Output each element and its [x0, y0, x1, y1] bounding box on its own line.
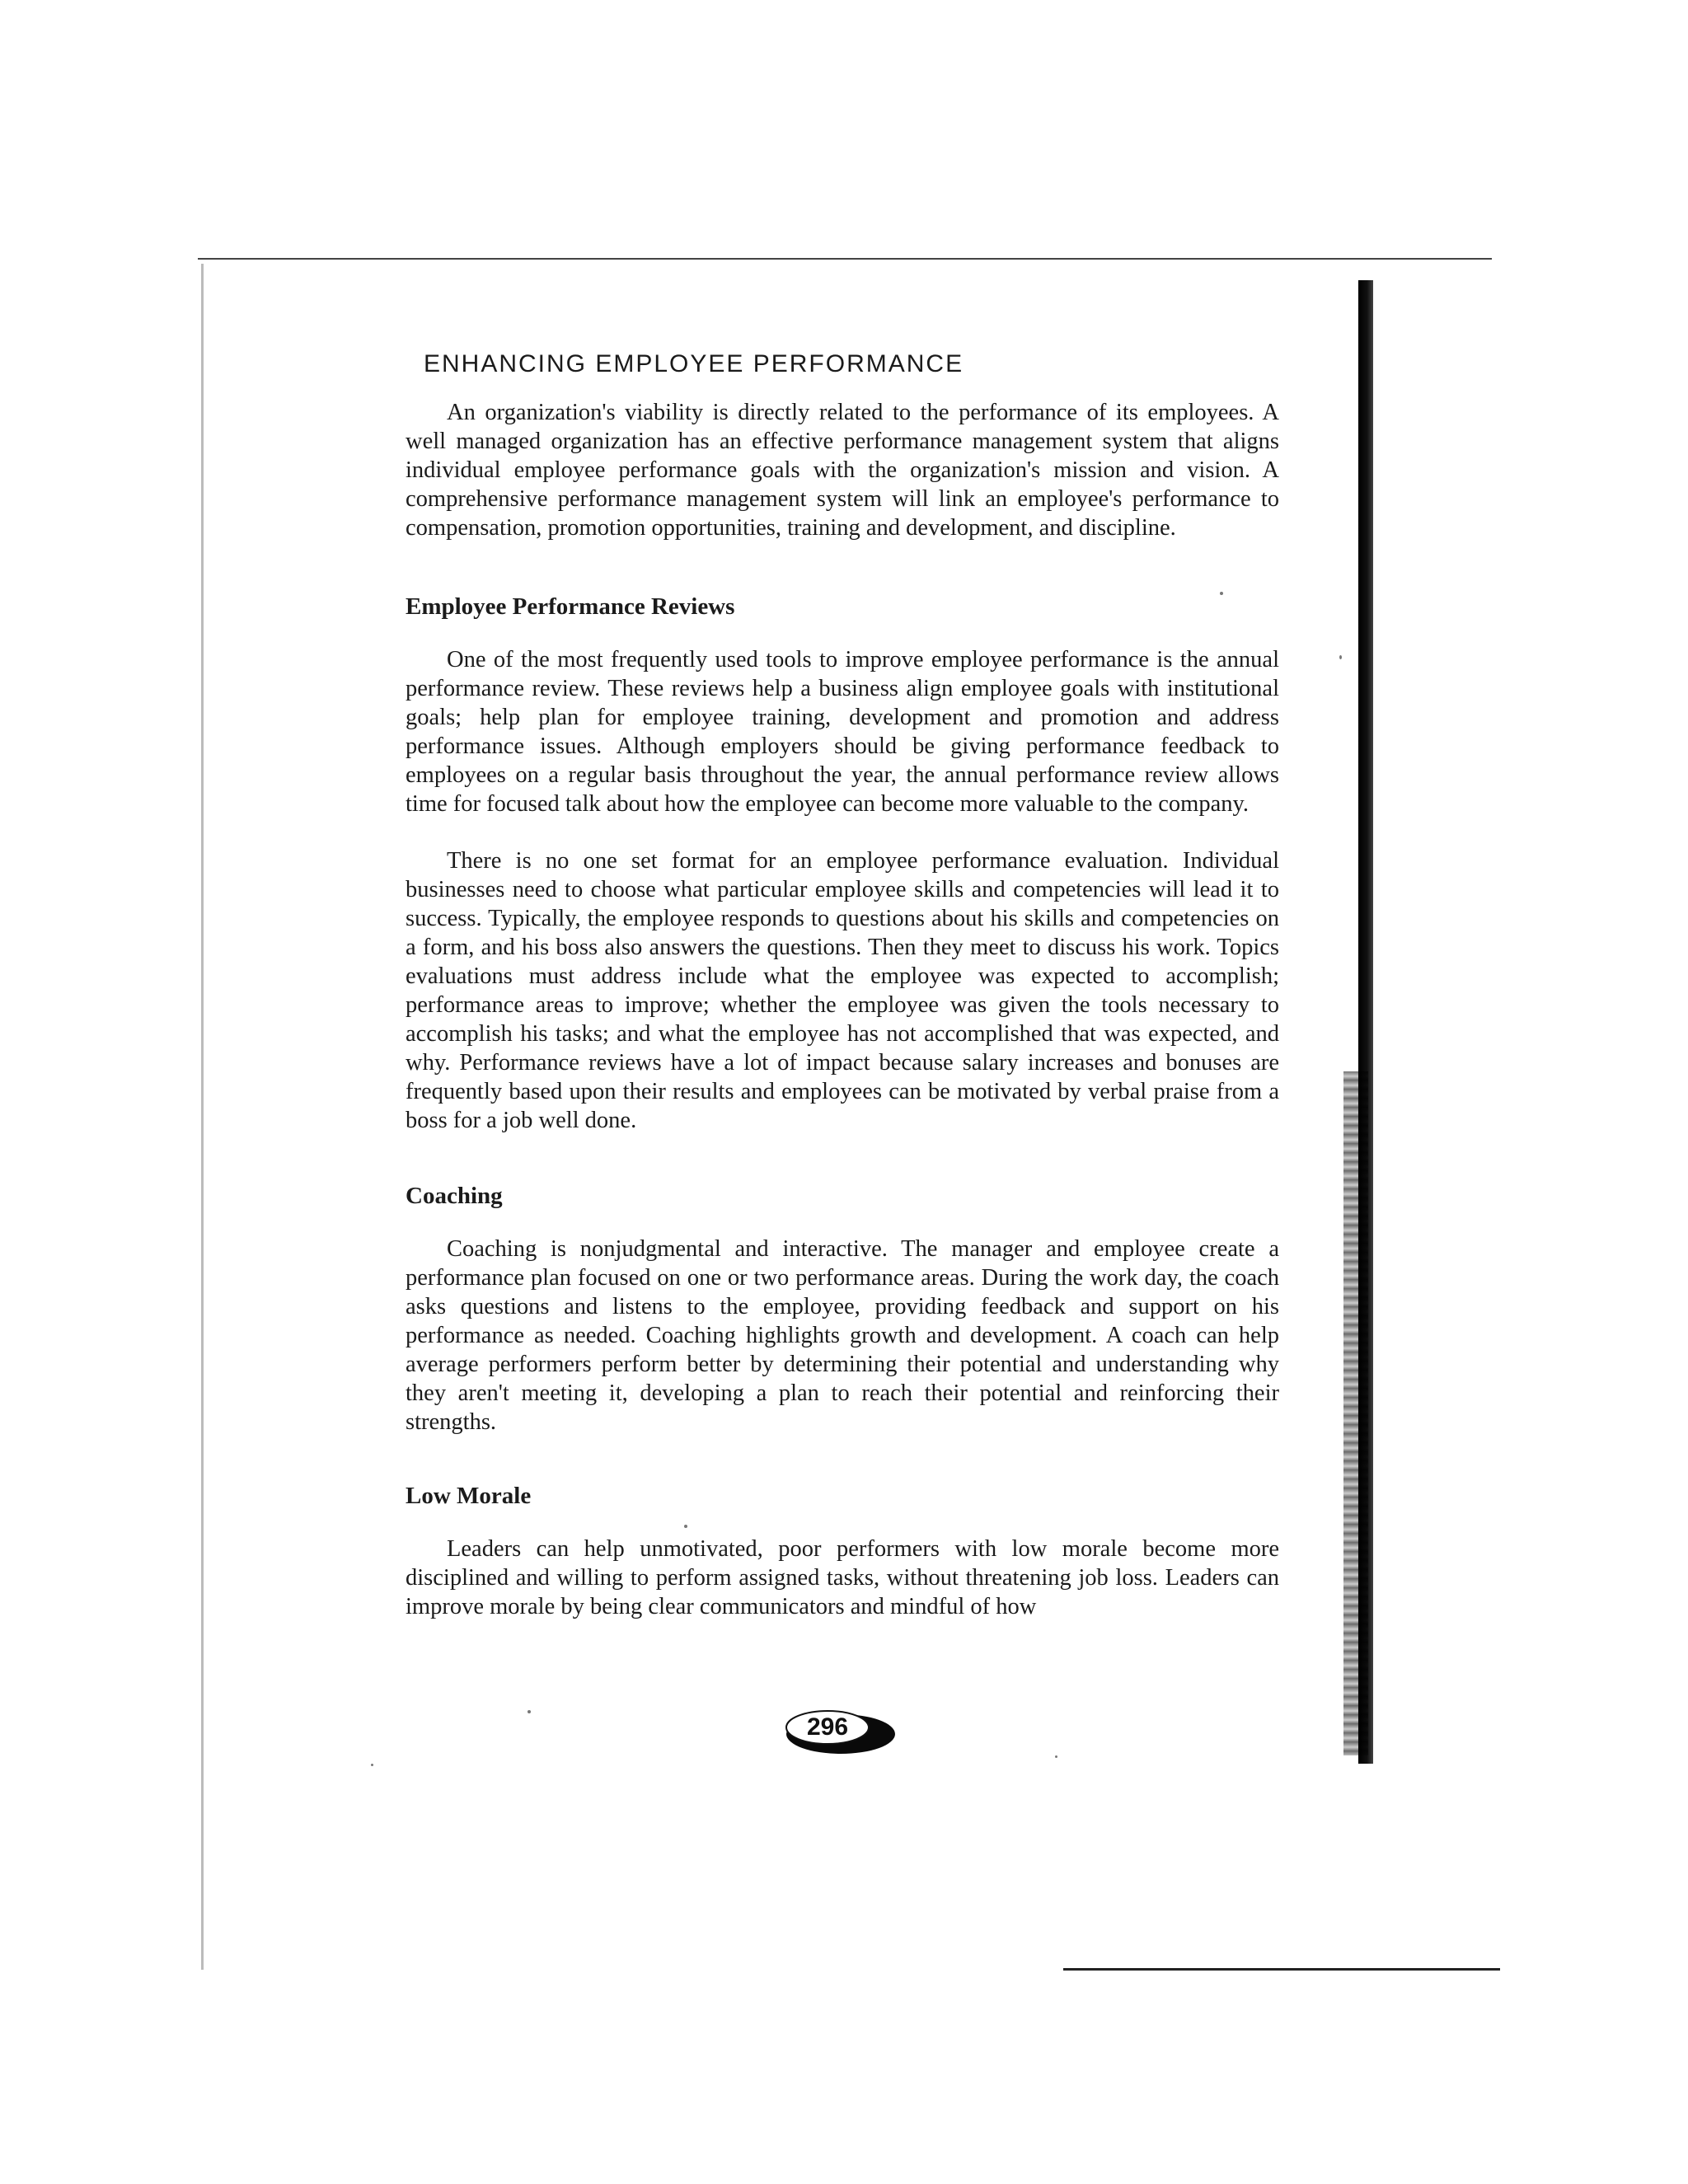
- section-heading-low-morale: Low Morale: [406, 1483, 532, 1509]
- top-scan-rule: [198, 258, 1492, 260]
- scan-speck: [528, 1710, 531, 1713]
- scan-speck: [371, 1764, 373, 1766]
- book-spine-texture: [1343, 1071, 1368, 1755]
- running-head: ENHANCING EMPLOYEE PERFORMANCE: [424, 350, 964, 377]
- left-page-edge: [201, 264, 204, 1970]
- page-content: [406, 350, 1279, 1621]
- bottom-scan-rule: [1063, 1968, 1500, 1971]
- reviews-paragraph-2: There is no one set format for an employee performance evaluation. Individual businesses need to choose what particular employee skills and competencies will lead it to success. Typically, the employee responds to questions about his skills and competencies on a form, and his boss also answers the questions. Then they meet to discuss his work. Topics evaluations must address include what the employee was expected to accomplish; performance areas to improve; whether the employee was given the tools necessary to accomplish his tasks; and what the employee has not accomplished that was expected, and why. Performance reviews have a lot of impact because salary increases and bonuses are frequently based upon their results and employees can be motivated by verbal praise from a boss for a job well done.: [406, 848, 1279, 1133]
- section-heading-coaching: Coaching: [406, 1183, 503, 1209]
- page-number: 296: [806, 1713, 849, 1741]
- intro-paragraph: An organization's viability is directly related to the performance of its employees. A well managed organization has an effective performance management system that aligns individual employee performance goals with the organization's mission and vision. A comprehensive performance management system will link an employee's performance to compensation, promotion opportunities, training and development, and discipline.: [406, 400, 1279, 541]
- scan-speck: [1339, 655, 1342, 659]
- coaching-paragraph: Coaching is nonjudgmental and interactive. The manager and employee create a performance plan focused on one or two performance areas. During the work day, the coach asks questions and listens to the employee, providing feedback and support on his performance as needed. Coaching highlights growth and development. A coach can help average performers perform better by determining their potential and understanding why they aren't meeting it, developing a plan to reach their potential and reinforcing their strengths.: [406, 1236, 1279, 1435]
- page-number-badge: [783, 1706, 898, 1755]
- scan-speck: [684, 1525, 687, 1528]
- section-heading-reviews: Employee Performance Reviews: [406, 593, 735, 620]
- scan-speck: [1220, 592, 1223, 595]
- low-morale-paragraph: Leaders can help unmotivated, poor performers with low morale become more disciplined and willing to perform assigned tasks, without threatening job loss. Leaders can improve morale by being clear communicators and mindful of how: [406, 1536, 1279, 1619]
- reviews-paragraph-1: One of the most frequently used tools to improve employee performance is the annual performance review. These reviews help a business align employee goals with institutional goals; help plan for employee training, development and promotion and address performance issues. Although employers should be giving performance feedback to employees on a regular basis throughout the year, the annual performance review allows time for focused talk about how the employee can become more valuable to the company.: [406, 647, 1279, 817]
- scan-speck: [1055, 1755, 1057, 1758]
